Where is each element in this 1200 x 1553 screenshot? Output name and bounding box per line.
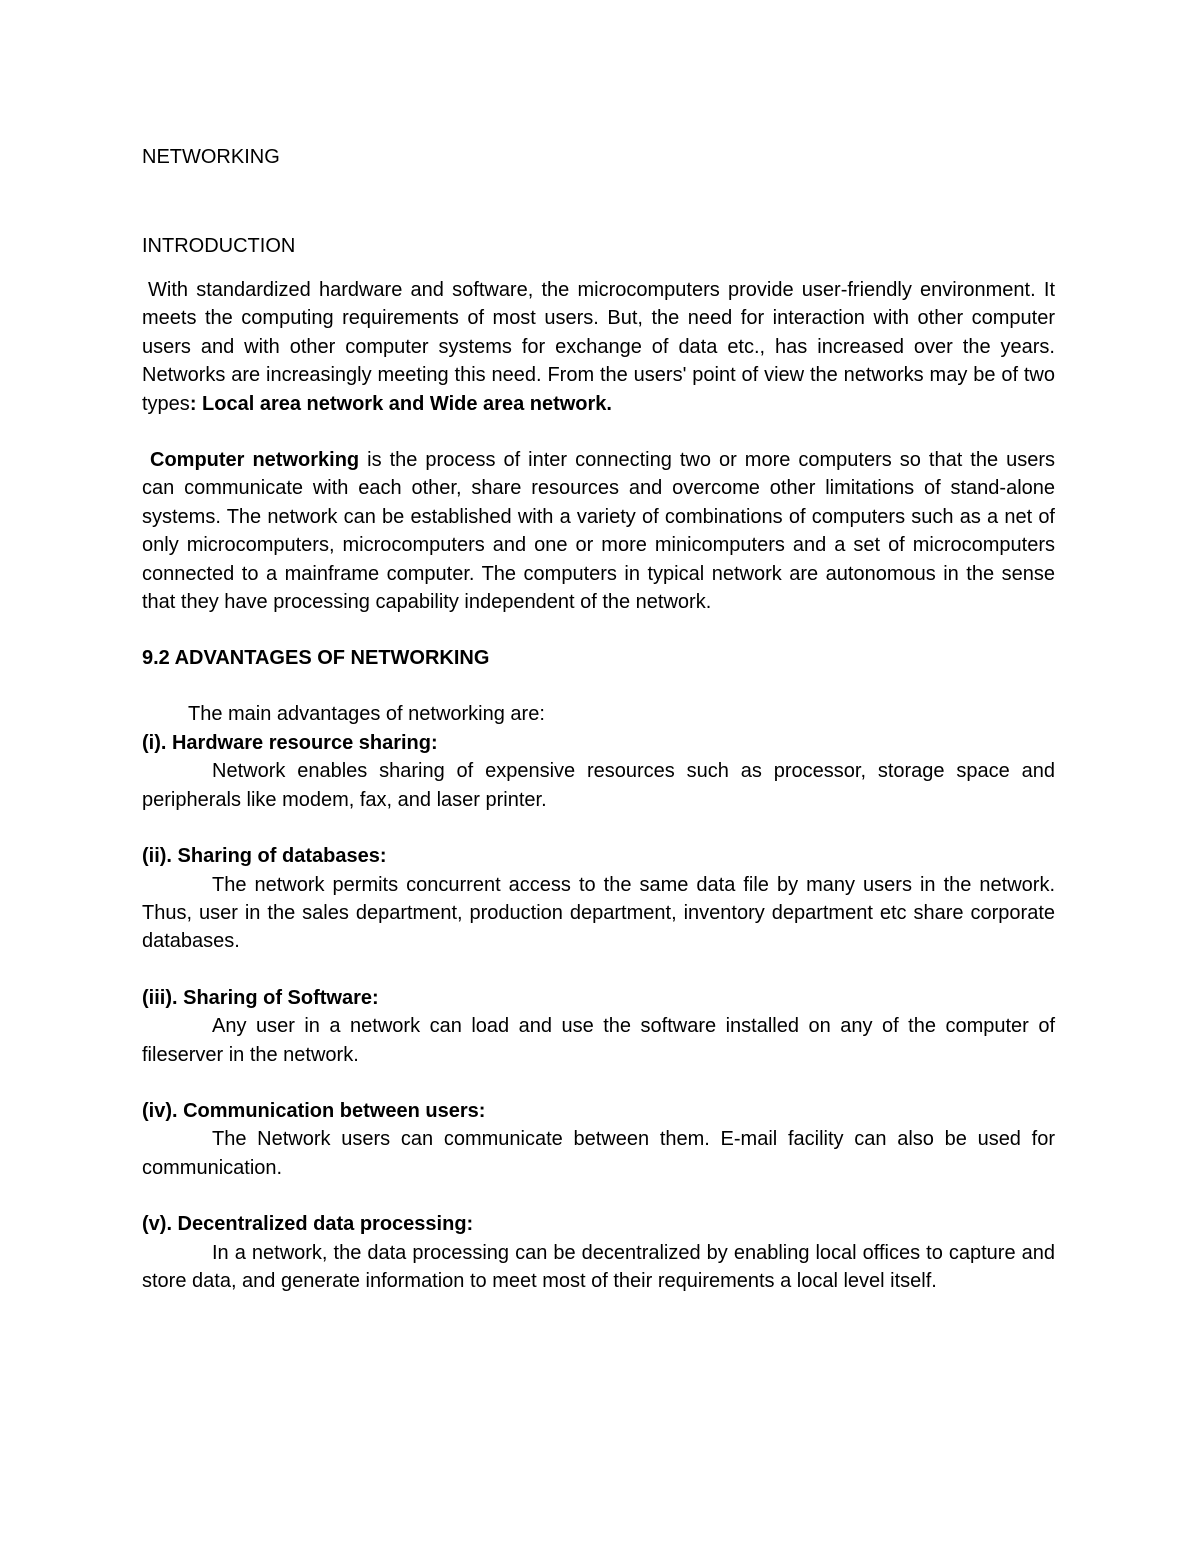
advantage-heading: (iii). Sharing of Software: — [142, 986, 379, 1009]
advantage-item — [142, 1210, 1055, 1295]
introduction-paragraph-1-bold: : Local area network and Wide area network. — [189, 392, 612, 415]
document-content — [142, 143, 1055, 1295]
advantages-intro: The main advantages of networking are: — [188, 703, 545, 726]
introduction-paragraph-1 — [142, 276, 1055, 418]
advantage-item — [142, 842, 1055, 956]
advantage-item — [142, 729, 1055, 814]
advantage-text: Network enables sharing of expensive resources such as processor, storage space and peripherals like modem, fax, and laser printer. — [142, 760, 1055, 811]
advantage-item — [142, 984, 1055, 1069]
advantage-heading: (i). Hardware resource sharing: — [142, 731, 438, 754]
advantage-text: Any user in a network can load and use the software installed on any of the computer of fileserver in the network. — [142, 1015, 1055, 1066]
advantages-heading: 9.2 ADVANTAGES OF NETWORKING — [142, 647, 490, 670]
introduction-heading: INTRODUCTION — [142, 235, 296, 257]
advantage-text: The network permits concurrent access to the same data file by many users in the network. Thus, user in the sales department, production department, inventory department etc share corporate databases. — [142, 873, 1055, 953]
advantage-heading: (v). Decentralized data processing: — [142, 1213, 474, 1236]
document-title: NETWORKING — [142, 146, 280, 168]
introduction-paragraph-1-text: With standardized hardware and software, the microcomputers provide user-friendly environment. It meets the computing requirements of most users. But, the need for interaction with other computer users and with other computer systems for exchange of data etc., has increased over the years. Networks are increasingly meeting this need. From the users' point of view the networks may be of two types — [142, 279, 1055, 415]
introduction-paragraph-2-text: is the process of inter connecting two or more computers so that the users can communicate with each other, share resources and overcome other limitations of stand-alone systems. The network can be established with a variety of combinations of computers such as a net of only microcomputers, microcomputers and one or more minicomputers and a set of microcomputers connected to a mainframe computer. The computers in typical network are autonomous in the sense that they have processing capability independent of the network. — [142, 449, 1055, 614]
advantage-heading: (iv). Communication between users: — [142, 1099, 486, 1122]
advantage-item — [142, 1097, 1055, 1182]
advantage-text: The Network users can communicate between them. E-mail facility can also be used for communication. — [142, 1128, 1055, 1179]
advantage-heading: (ii). Sharing of databases: — [142, 845, 387, 868]
advantage-text: In a network, the data processing can be decentralized by enabling local offices to capture and store data, and generate information to meet most of their requirements a local level itself. — [142, 1241, 1055, 1292]
introduction-paragraph-2 — [142, 446, 1055, 616]
computer-networking-term: Computer networking — [150, 449, 360, 472]
